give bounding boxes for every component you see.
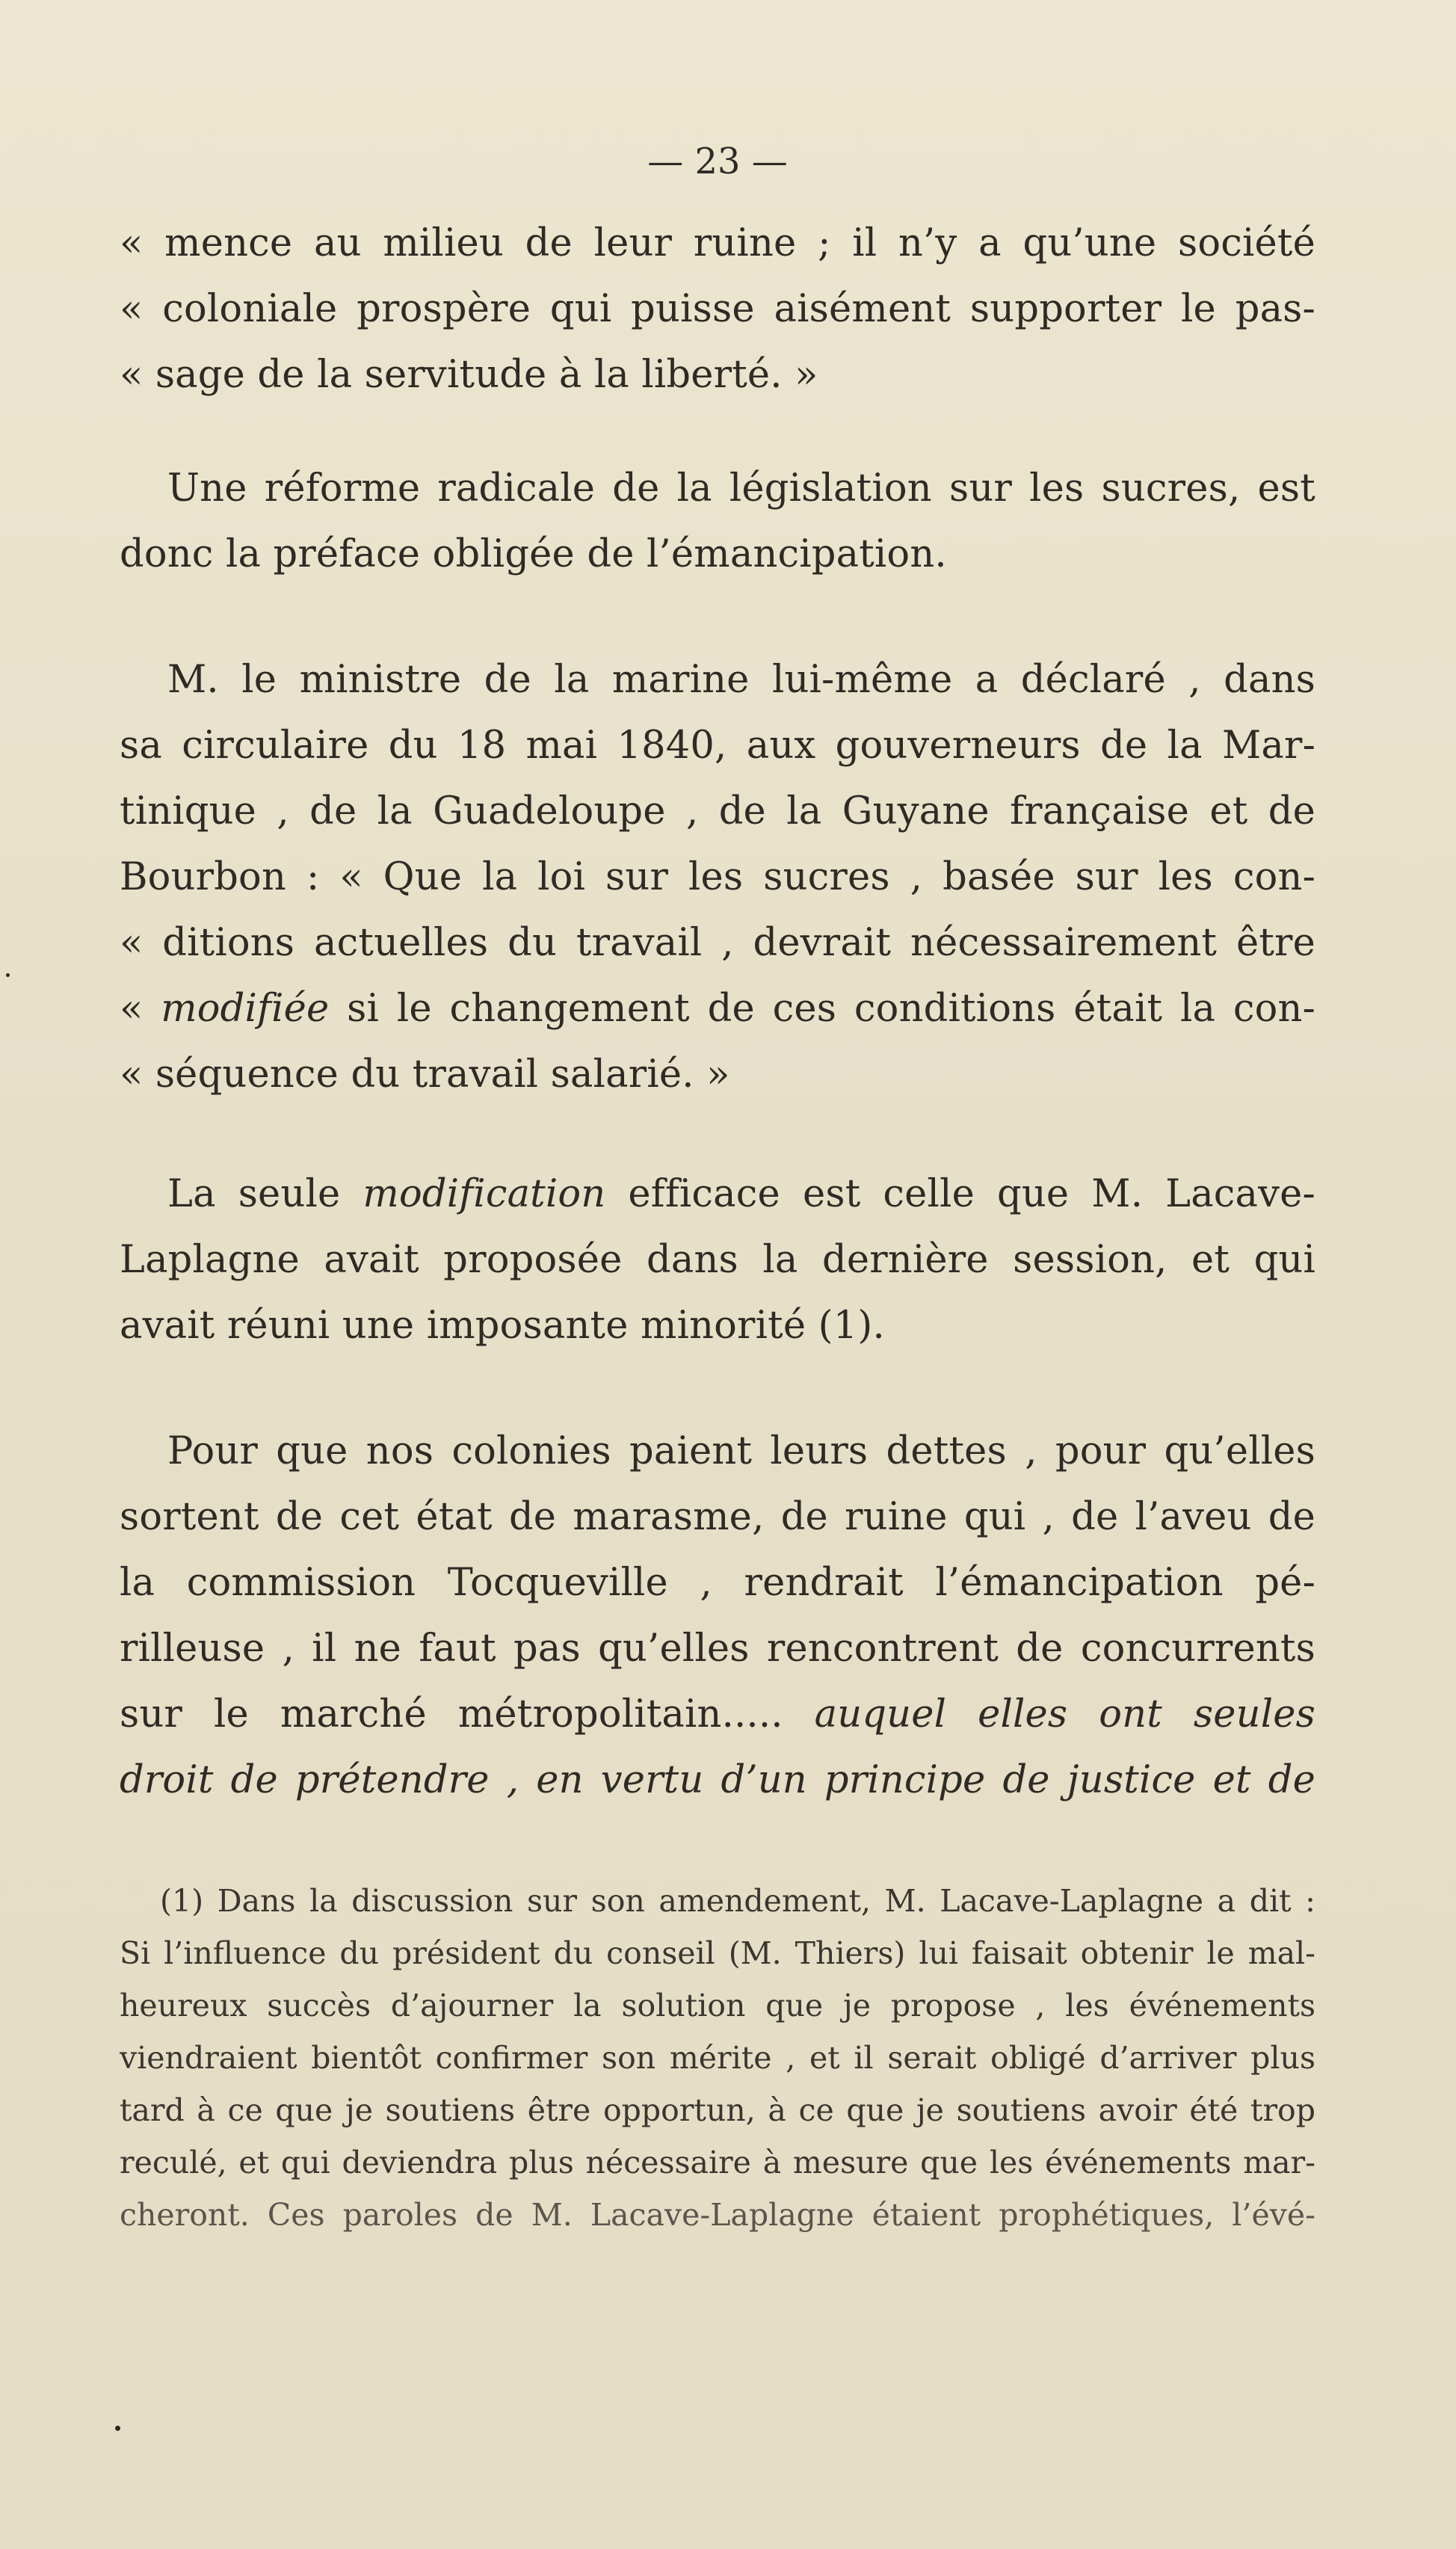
italic-fragment: auquel elles ont seules [814, 1692, 1315, 1736]
footnote-line: reculé, et qui deviendra plus nécessaire à mesure que les événements mar- [120, 2145, 1315, 2180]
body-line-rest: si le changement de ces conditions était la con- [347, 987, 1315, 1031]
body-line: Laplagne avait proposée dans la dernière session, et qui [120, 1238, 1315, 1282]
scan-speck [6, 973, 10, 977]
body-line: « séquence du travail salarié. » [120, 1052, 730, 1097]
body-line-modification [120, 1172, 1315, 1217]
body-line-mixed [120, 1692, 1315, 1737]
footnote-line: cheront. Ces paroles de M. Lacave-Laplagne étaient prophétiques, l’évé- [120, 2197, 1315, 2233]
footnote-line: heureux succès d’ajourner la solution que je propose , les événements [120, 1988, 1315, 2024]
scan-speck [115, 2426, 120, 2431]
body-line-italic: droit de prétendre , en vertu d’un principe de justice et de [120, 1758, 1315, 1802]
body-line: Une réforme radicale de la législation sur les sucres, est [167, 466, 1315, 511]
body-line: la commission Tocqueville , rendrait l’émancipation pé- [120, 1561, 1315, 1605]
body-line-modifiee [120, 987, 1315, 1032]
body-line: sortent de cet état de marasme, de ruine qui , de l’aveu de [120, 1495, 1315, 1539]
body-line: « coloniale prospère qui puisse aisément supporter le pas- [120, 287, 1315, 331]
body-line: tinique , de la Guadeloupe , de la Guyane française et de [120, 789, 1315, 833]
footnote-line: tard à ce que je soutiens être opportun, à ce que je soutiens avoir été trop [120, 2092, 1315, 2128]
body-line-rest: efficace est celle que M. Lacave- [628, 1172, 1315, 1216]
footnote-line: (1) Dans la discussion sur son amendement, M. Lacave-Laplagne a dit : [160, 1883, 1315, 1919]
body-line: Pour que nos colonies paient leurs dettes , pour qu’elles [167, 1429, 1315, 1473]
body-line: rilleuse , il ne faut pas qu’elles rencontrent de concurrents [120, 1627, 1315, 1671]
body-line: « mence au milieu de leur ruine ; il n’y a qu’une société [120, 221, 1315, 265]
body-line: donc la préface obligée de l’émancipation. [120, 532, 947, 576]
italic-modification: modification [363, 1172, 606, 1216]
body-line-start: sur le marché métropolitain..... [120, 1692, 783, 1736]
italic-modifiee: modifiée [161, 987, 330, 1031]
quote-mark: « [120, 987, 161, 1031]
body-line: « sage de la servitude à la liberté. » [120, 353, 818, 397]
body-line: sa circulaire du 18 mai 1840, aux gouverneurs de la Mar- [120, 724, 1315, 768]
footnote-line: Si l’influence du président du conseil (M. Thiers) lui faisait obtenir le mal- [120, 1935, 1315, 1971]
body-line: avait réuni une imposante minorité (1). [120, 1304, 885, 1348]
body-line: « ditions actuelles du travail , devrait nécessairement être [120, 921, 1315, 965]
body-line: Bourbon : « Que la loi sur les sucres , basée sur les con- [120, 855, 1315, 899]
body-line-start: La seule [167, 1172, 363, 1216]
page-number: — 23 — [647, 141, 788, 182]
body-line: M. le ministre de la marine lui-même a déclaré , dans [167, 658, 1315, 702]
footnote-line: viendraient bientôt confirmer son mérite , et il serait obligé d’arriver plus [120, 2040, 1315, 2076]
